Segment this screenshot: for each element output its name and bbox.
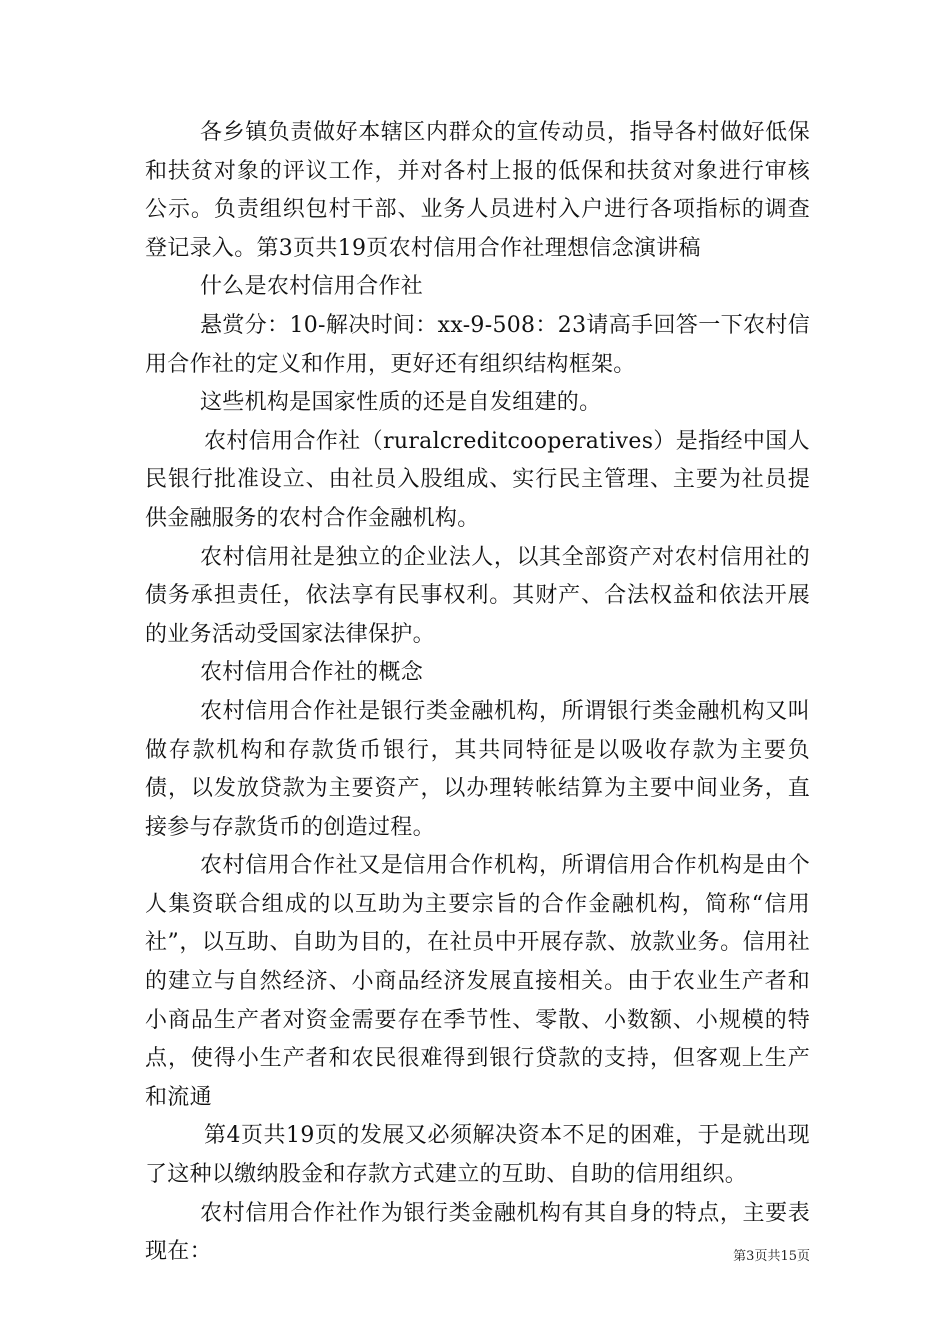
paragraph: 农村信用合作社是银行类金融机构，所谓银行类金融机构又叫做存款机构和存款货币银行，其共同特征是以吸收存款为主要负债，以发放贷款为主要资产，以办理转帐结算为主要中间业务，直接参与存款货币的创造过程。 xyxy=(145,698,810,840)
paragraph: 这些机构是国家性质的还是自发组建的。 xyxy=(200,390,602,416)
paragraph: 农村信用合作社又是信用合作机构，所谓信用合作机构是由个人集资联合组成的以互助为主要宗旨的合作金融机构，简称“信用社”，以互助、自助为目的，在社员中开展存款、放款业务。信用社的建立与自然经济、小商品经济发展直接相关。由于农业生产者和小商品生产者对资金需要存在季节性、零散、小数额、小规模的特点，使得小生产者和农民很难得到银行贷款的支持，但客观上生产和流通 xyxy=(145,853,810,1110)
section-heading: 什么是农村信用合作社 xyxy=(200,274,424,300)
section-heading: 农村信用合作社的概念 xyxy=(200,660,424,686)
paragraph: 农村信用合作社作为银行类金融机构有其自身的特点，主要表现在： xyxy=(145,1200,810,1265)
paragraph: 悬赏分：10-解决时间：xx-9-508：23请高手回答一下农村信用合作社的定义和作用，更好还有组织结构框架。 xyxy=(145,312,810,377)
paragraph: 各乡镇负责做好本辖区内群众的宣传动员，指导各村做好低保和扶贫对象的评议工作，并对各村上报的低保和扶贫对象进行审核公示。负责组织包村干部、业务人员进村入户进行各项指标的调查登记录入。第3页共19页农村信用合作社理想信念演讲稿 xyxy=(145,120,810,261)
paragraph: 农村信用社是独立的企业法人，以其全部资产对农村信用社的债务承担责任，依法享有民事权利。其财产、合法权益和依法开展的业务活动受国家法律保护。 xyxy=(145,544,810,647)
paragraph: 第4页共19页的发展又必须解决资本不足的困难，于是就出现了这种以缴纳股金和存款方式建立的互助、自助的信用组织。 xyxy=(145,1123,810,1188)
document-body xyxy=(145,114,810,1272)
paragraph: 农村信用合作社（ruralcreditcooperatives）是指经中国人民银行批准设立、由社员入股组成、实行民主管理、主要为社员提供金融服务的农村合作金融机构。 xyxy=(145,428,810,531)
page-number-footer: 第3页共15页 xyxy=(733,1249,810,1264)
